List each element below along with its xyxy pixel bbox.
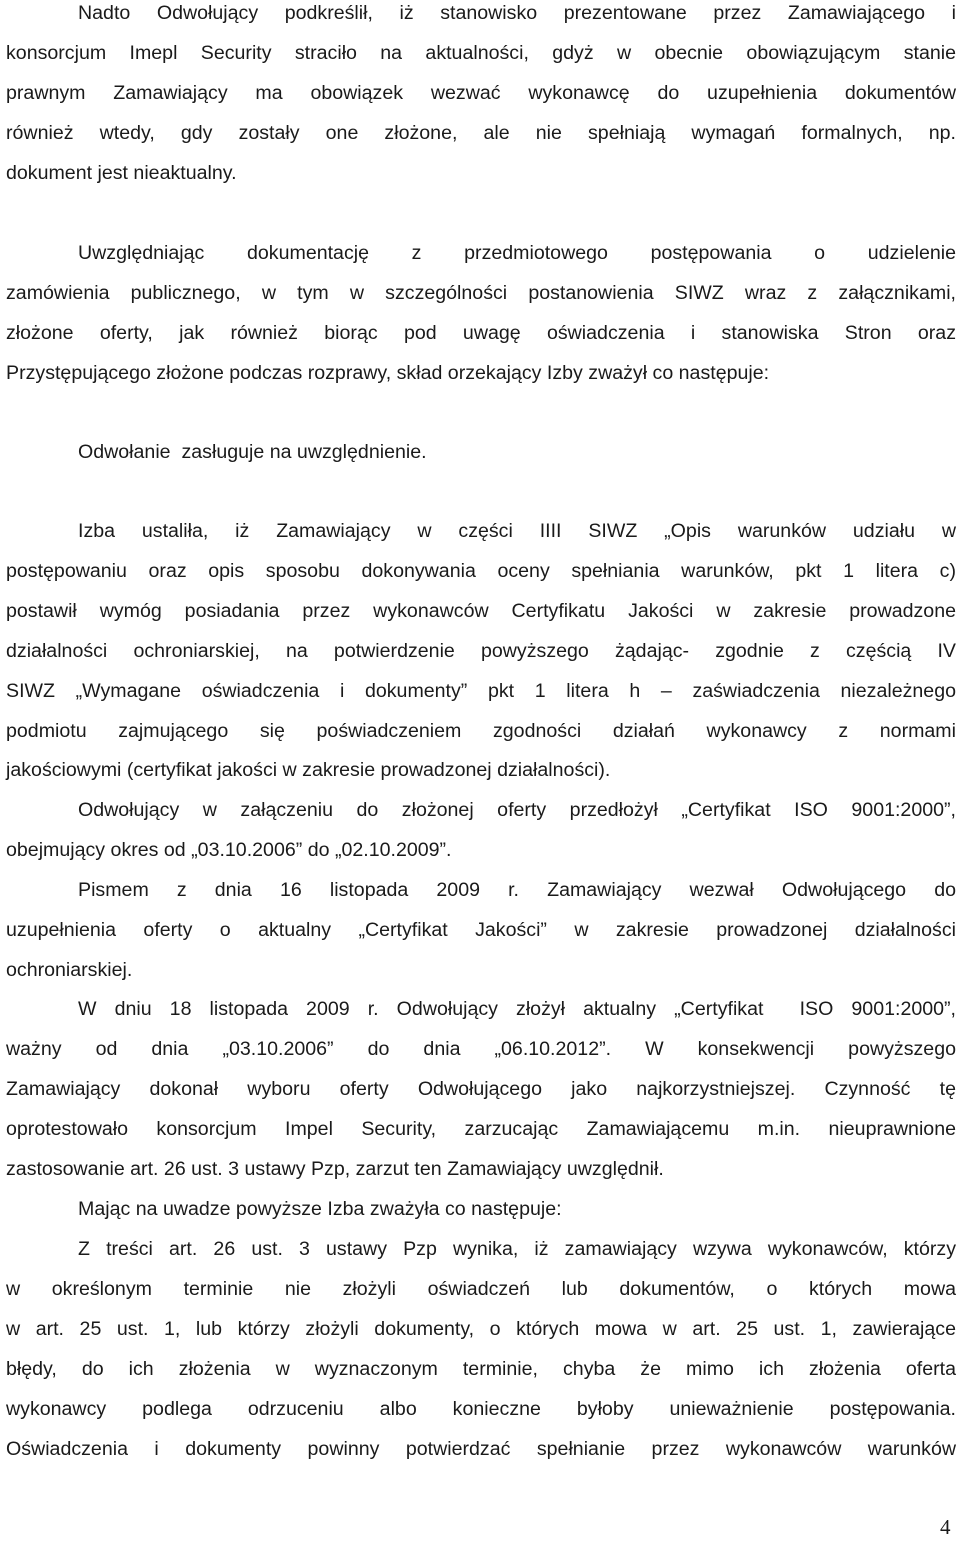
text-line: Odwołanie zasługuje na uwzględnienie. (78, 441, 427, 463)
paragraph-1 (6, 0, 956, 194)
text-line: Nadto Odwołujący podkreślił, iż stanowisko prezentowane przez Zamawiającego i (78, 2, 956, 24)
text-line: konsorcjum Imepl Security straciło na aktualności, gdyż w obecnie obowiązującym stanie (6, 41, 956, 64)
text-line: złożone oferty, jak również biorąc pod uwagę oświadczenia i stanowiska Stron oraz (6, 321, 956, 344)
text-line: jakościowymi (certyfikat jakości w zakresie prowadzonej działalności). (6, 759, 611, 782)
text-line: oprotestowało konsorcjum Impel Security, zarzucając Zamawiającemu m.in. nieuprawnione (6, 1117, 956, 1140)
text-line: Przystępującego złożone podczas rozprawy, skład orzekający Izby zważył co następuje: (6, 361, 770, 384)
text-line: działalności ochroniarskiej, na potwierdzenie powyższego żądając- zgodnie z częścią IV (6, 639, 956, 662)
text-line: ważny od dnia „03.10.2006” do dnia „06.10.2012”. W konsekwencji powyższego (6, 1037, 956, 1060)
text-line: obejmujący okres od „03.10.2006” do „02.10.2009”. (6, 838, 452, 861)
text-line: zamówienia publicznego, w tym w szczególności postanowienia SIWZ wraz z załącznikami, (6, 281, 956, 304)
text-line: w art. 25 ust. 1, lub którzy złożyli dokumenty, o których mowa w art. 25 ust. 1, zawierające (6, 1317, 956, 1340)
paragraph-4 (6, 512, 956, 791)
text-line: postawił wymóg posiadania przez wykonawców Certyfikatu Jakości w zakresie prowadzone (6, 599, 956, 622)
text-line: Mając na uwadze powyższe Izba zważyła co następuje: (78, 1198, 562, 1220)
text-line: W dniu 18 listopada 2009 r. Odwołujący złożył aktualny „Certyfikat ISO 9001:2000”, (78, 998, 956, 1020)
paragraph-3 (6, 433, 956, 473)
text-line: Uwzględniając dokumentację z przedmiotowego postępowania o udzielenie (78, 242, 956, 264)
paragraph-5 (6, 791, 956, 871)
text-line: Odwołujący w załączeniu do złożonej oferty przedłożył „Certyfikat ISO 9001:2000”, (78, 799, 956, 821)
paragraph-6 (6, 871, 956, 991)
text-line: postępowaniu oraz opis sposobu dokonywania oceny spełniania warunków, pkt 1 litera c) (6, 559, 956, 582)
text-line: w określonym terminie nie złożyli oświadczeń lub dokumentów, o których mowa (6, 1277, 956, 1300)
text-line: Oświadczenia i dokumenty powinny potwierdzać spełnianie przez wykonawców warunków (6, 1437, 956, 1460)
text-line: prawnym Zamawiający ma obowiązek wezwać wykonawcę do uzupełnienia dokumentów (6, 81, 956, 104)
paragraph-2 (6, 234, 956, 394)
text-line: zastosowanie art. 26 ust. 3 ustawy Pzp, zarzut ten Zamawiający uwzględnił. (6, 1157, 664, 1180)
text-line: Z treści art. 26 ust. 3 ustawy Pzp wynika, iż zamawiający wzywa wykonawców, którzy (78, 1238, 956, 1260)
text-line: uzupełnienia oferty o aktualny „Certyfikat Jakości” w zakresie prowadzonej działalności (6, 918, 956, 941)
text-line: błędy, do ich złożenia w wyznaczonym terminie, chyba że mimo ich złożenia oferta (6, 1357, 956, 1380)
text-line: ochroniarskiej. (6, 958, 133, 981)
paragraph-8 (6, 1190, 956, 1230)
text-line: SIWZ „Wymagane oświadczenia i dokumenty” pkt 1 litera h – zaświadczenia niezależnego (6, 679, 956, 702)
text-line: wykonawcy podlega odrzuceniu albo konieczne byłoby unieważnienie postępowania. (6, 1397, 956, 1420)
page-number: 4 (940, 1515, 951, 1539)
text-line: podmiotu zajmującego się poświadczeniem zgodności działań wykonawcy z normami (6, 719, 956, 742)
text-line: również wtedy, gdy zostały one złożone, ale nie spełniają wymagań formalnych, np. (6, 121, 956, 144)
text-line: dokument jest nieaktualny. (6, 161, 237, 184)
text-line: Zamawiający dokonał wyboru oferty Odwołującego jako najkorzystniejszej. Czynność tę (6, 1077, 956, 1100)
paragraph-9 (6, 1230, 956, 1469)
text-line: Izba ustaliła, iż Zamawiający w części IIII SIWZ „Opis warunków udziału w (78, 520, 956, 542)
text-line: Pismem z dnia 16 listopada 2009 r. Zamawiający wezwał Odwołującego do (78, 879, 956, 901)
paragraph-7 (6, 990, 956, 1190)
